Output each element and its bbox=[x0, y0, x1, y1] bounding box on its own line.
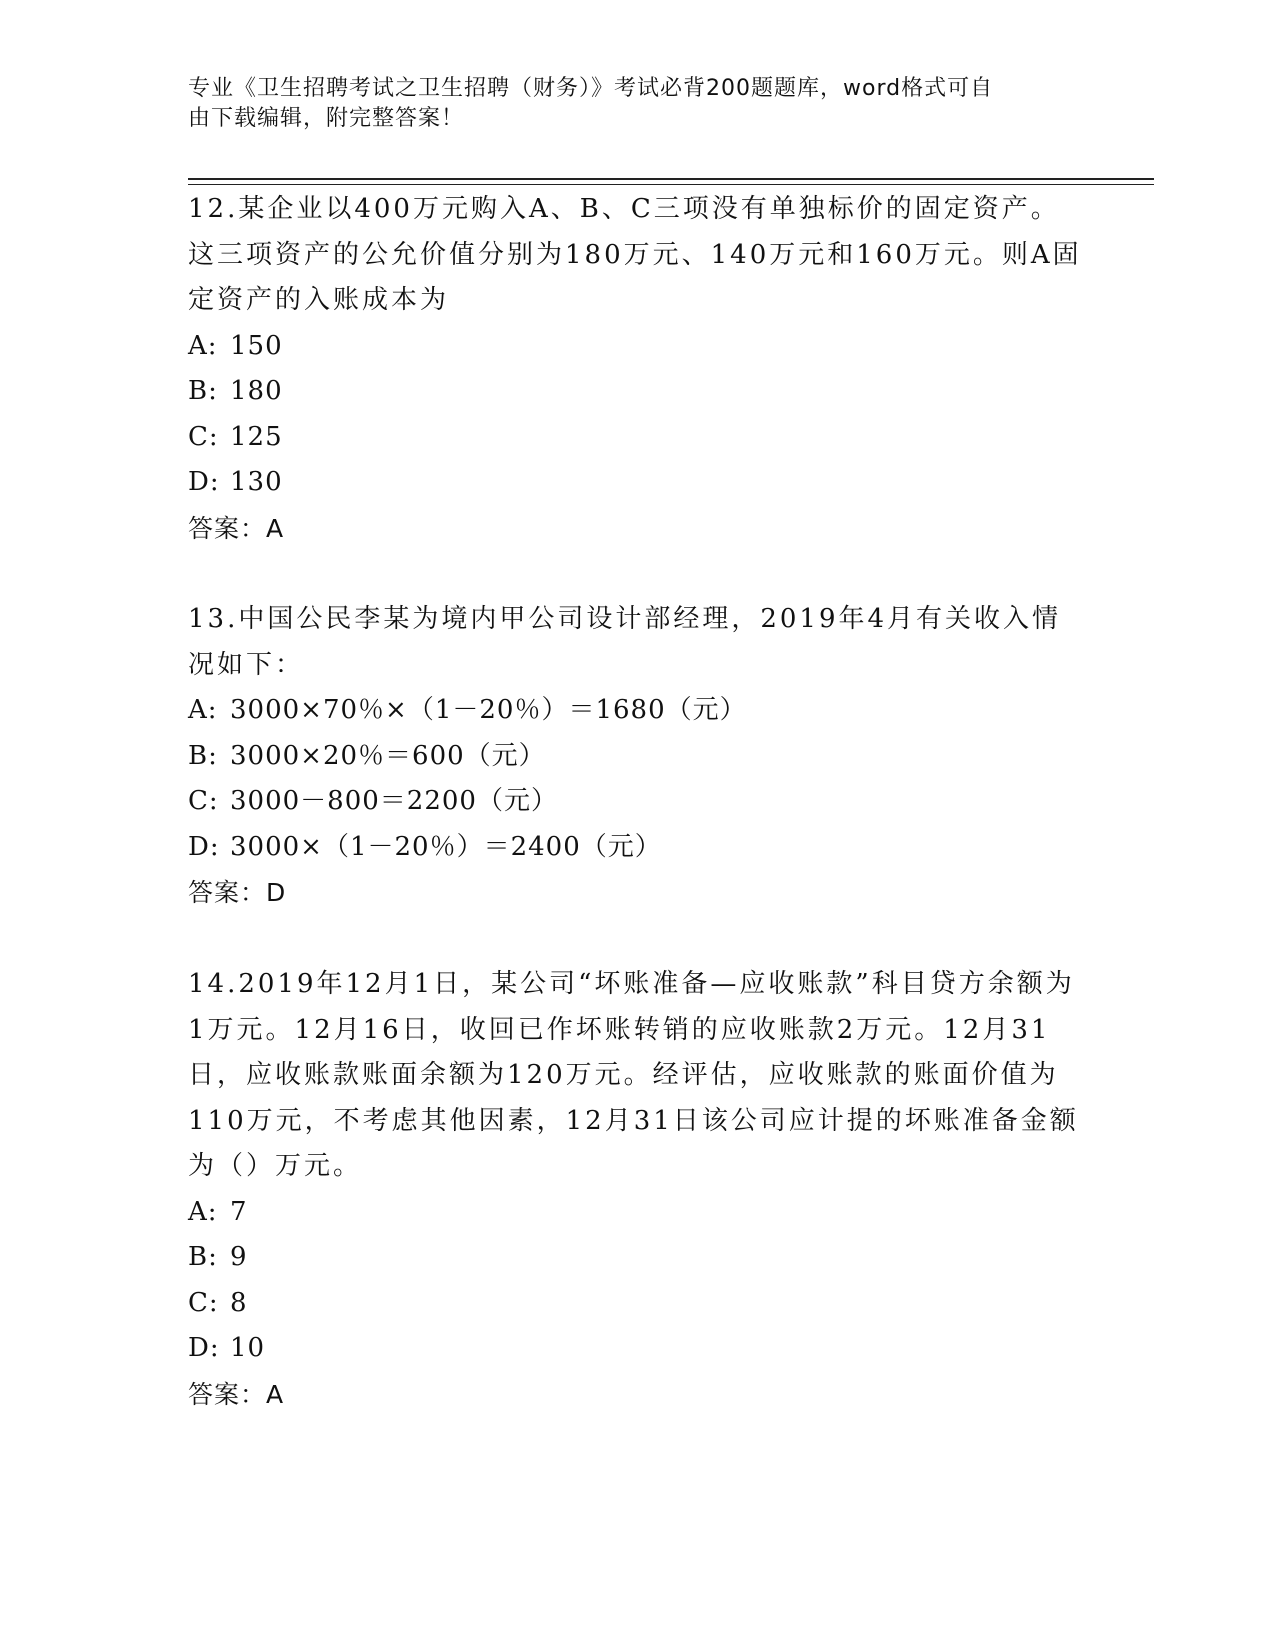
option-text: 10 bbox=[230, 1333, 266, 1363]
option-text: 180 bbox=[230, 376, 283, 406]
option-letter: A: bbox=[188, 695, 218, 725]
option-d bbox=[188, 825, 1088, 871]
option-letter: D: bbox=[188, 831, 220, 862]
question-13 bbox=[188, 597, 1088, 916]
option-d bbox=[188, 460, 1088, 506]
option-letter: C: bbox=[188, 421, 219, 452]
option-c bbox=[188, 1281, 1088, 1327]
question-stem: 14.2019年12月1日，某公司“坏账准备—应收账款”科目贷方余额为1万元。12月16日，收回已作坏账转销的应收账款2万元。12月31日，应收账款账面余额为120万元。经评估，应收账款的账面价值为110万元，不考虑其他因素，12月31日该公司应计提的坏账准备金额为（）万元。 bbox=[188, 969, 1079, 1181]
option-d bbox=[188, 1326, 1088, 1372]
question-stem: 13.中国公民李某为境内甲公司设计部经理，2019年4月有关收入情况如下： bbox=[188, 604, 1062, 680]
option-letter: C: bbox=[188, 786, 219, 816]
question-12 bbox=[188, 187, 1088, 551]
option-b bbox=[188, 1235, 1088, 1281]
header-line-1: 专业《卫生招聘考试之卫生招聘（财务）》考试必背200题题库，word格式可自 bbox=[188, 76, 994, 101]
header-divider-thick bbox=[188, 178, 1154, 180]
option-text: 7 bbox=[230, 1196, 248, 1227]
option-c bbox=[188, 779, 1088, 825]
option-text: 3000×20％＝600（元） bbox=[230, 740, 546, 771]
option-letter: C: bbox=[188, 1287, 219, 1318]
option-letter: D: bbox=[188, 1333, 220, 1363]
option-b bbox=[188, 734, 1088, 780]
option-letter: D: bbox=[188, 467, 220, 497]
question-14 bbox=[188, 962, 1088, 1417]
option-text: 125 bbox=[230, 421, 283, 452]
option-letter: B: bbox=[188, 1242, 218, 1272]
option-text: 3000－800＝2200（元） bbox=[230, 786, 558, 816]
option-letter: B: bbox=[188, 740, 218, 771]
option-text: 3000×（1－20％）＝2400（元） bbox=[230, 831, 662, 862]
option-letter: B: bbox=[188, 376, 218, 406]
option-text: 3000×70％×（1－20％）＝1680（元） bbox=[230, 695, 747, 725]
option-c bbox=[188, 415, 1088, 461]
option-a bbox=[188, 688, 1088, 734]
answer-line: 答案：A bbox=[188, 513, 285, 543]
question-stem: 12.某企业以400万元购入A、B、C三项没有单独标价的固定资产。这三项资产的公允价值分别为180万元、140万元和160万元。则A固定资产的入账成本为 bbox=[188, 194, 1082, 315]
option-text: 130 bbox=[230, 467, 283, 497]
option-text: 9 bbox=[230, 1242, 248, 1272]
option-a bbox=[188, 324, 1088, 370]
option-letter: A: bbox=[188, 330, 218, 361]
option-letter: A: bbox=[188, 1196, 218, 1227]
option-text: 8 bbox=[230, 1287, 248, 1318]
answer-line: 答案：D bbox=[188, 878, 287, 907]
option-text: 150 bbox=[230, 330, 283, 361]
header-divider-thin bbox=[188, 184, 1154, 185]
option-b bbox=[188, 369, 1088, 415]
answer-line: 答案：A bbox=[188, 1379, 285, 1409]
document-header bbox=[188, 74, 1068, 134]
option-a bbox=[188, 1190, 1088, 1236]
header-line-2: 由下载编辑，附完整答案！ bbox=[188, 106, 465, 131]
